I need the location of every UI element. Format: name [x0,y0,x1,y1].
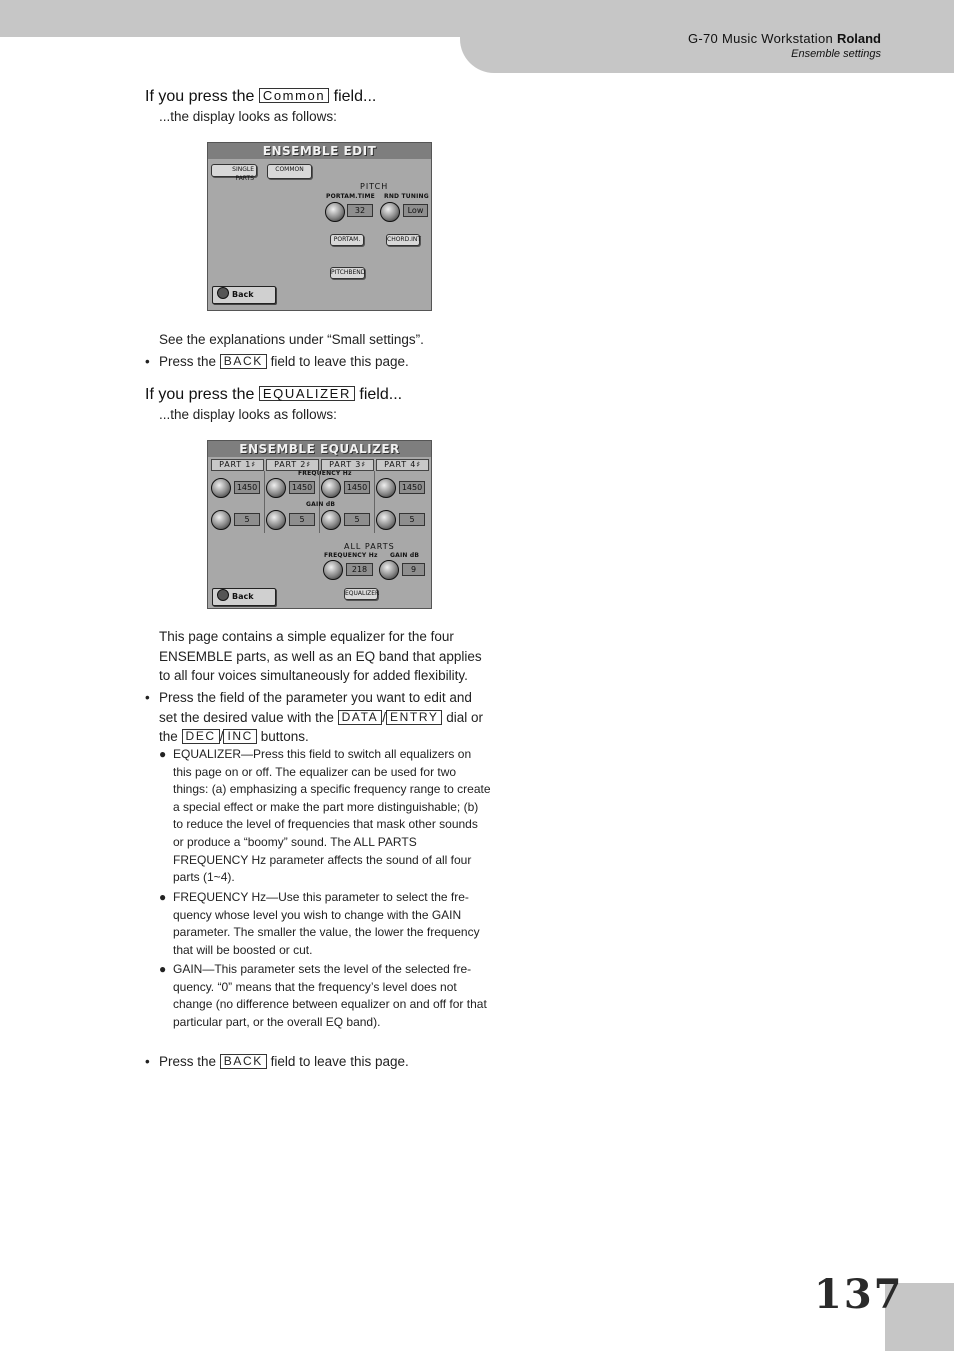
part-3-header[interactable]: PART 3♯ [321,459,374,471]
portam-time-label: PORTAM.TIME [326,193,375,200]
section1-bullet [145,352,485,372]
part-2-gain-value[interactable]: 5 [289,513,315,526]
chord-int-button[interactable]: CHORD.INT [386,234,420,246]
part-2-header[interactable]: PART 2♯ [266,459,319,471]
divider [374,471,375,533]
text: Press the field of the parameter you want to edit and set the desired value with the [159,690,472,725]
back-label: Back [232,592,254,601]
header-title [688,31,881,46]
term: GAIN [173,962,203,976]
part-3-frequency-knob[interactable] [321,478,341,498]
part-2-gain-knob[interactable] [266,510,286,530]
text: field to leave this page. [270,1054,409,1069]
header-tab [460,0,954,73]
back-button[interactable] [212,286,276,304]
heading-text: If you press the [145,88,255,105]
equalizer-description [159,746,489,886]
text: Press the [159,354,217,369]
key-common: Common [259,88,329,103]
screen-title: ENSEMBLE EQUALIZER [208,441,431,457]
part-3-gain-knob[interactable] [321,510,341,530]
screen-title: ENSEMBLE EDIT [208,143,431,159]
tab-single-parts[interactable]: SINGLE PARTS [211,164,257,177]
section2-intro: ...the display looks as follows: [159,407,337,422]
key-entry: ENTRY [386,710,442,725]
frequency-description [159,889,489,961]
section1-intro: ...the display looks as follows: [159,109,337,124]
portam-time-value[interactable]: 32 [347,204,373,217]
text: —Press this field to switch all equalizers on this page on or off. The equalizer can be used for two things: (a) emphasizing a specific frequency range to create a special effect or make the part more distinguishable; (b) to reduce the level of frequencies that mask other sounds or produce a “boomy” sound. The ALL PARTS FREQUENCY Hz parameter affects the sound of all four parts (1~4). [173,747,491,885]
heading-text: If you press the [145,386,255,403]
bullet-dot: ● [159,747,167,761]
bullet-dot: • [145,354,150,369]
part-4-frequency-knob[interactable] [376,478,396,498]
portam-time-knob[interactable] [325,202,345,222]
all-parts-label: ALL PARTS [344,542,395,551]
part-1-frequency-knob[interactable] [211,478,231,498]
part-2-frequency-knob[interactable] [266,478,286,498]
all-gain-label: GAIN dB [390,552,420,559]
bullet-dot: • [145,690,150,705]
back-label: Back [232,290,254,299]
text: / [382,709,387,725]
part-4-frequency-value[interactable]: 1450 [399,481,425,494]
equalizer-button[interactable]: EQUALIZER [344,588,378,600]
part-3-gain-value[interactable]: 5 [344,513,370,526]
bullet-text: Press the field of the parameter you want to edit and set the desired value with the DATA / ENTRY dial or the DEC / INC buttons. [159,690,484,744]
all-frequency-value[interactable]: 218 [346,563,373,576]
section1-note: See the explanations under “Small settings”. [159,332,424,347]
sub-text [173,889,491,959]
back-icon [217,589,229,601]
bullet-dot: ● [159,962,167,976]
key-back: BACK [220,354,267,369]
part-4-gain-knob[interactable] [376,510,396,530]
section2-bullet2 [145,1052,485,1072]
part-2-frequency-value[interactable]: 1450 [289,481,315,494]
bullet-text [159,352,499,372]
header-product: G-70 Music Workstation [687,31,834,46]
key-inc: INC [223,729,256,744]
key-data: DATA [338,710,383,725]
term: EQUALIZER [173,747,242,761]
ensemble-equalizer-screen [207,440,432,609]
pitchbend-button[interactable]: PITCHBEND [330,267,365,279]
part-3-frequency-value[interactable]: 1450 [344,481,370,494]
part-1-gain-knob[interactable] [211,510,231,530]
sub-text [173,961,491,1031]
all-gain-value[interactable]: 9 [402,563,425,576]
text: —Use this parameter to select the frequency whose level you wish to change with the GAIN parameter. The smaller the value, the lower the frequency that will be boosted or cut. [173,890,480,957]
all-frequency-knob[interactable] [323,560,343,580]
bullet-text [159,1052,499,1072]
heading-text: field... [333,88,377,105]
part-1-header[interactable]: PART 1♯ [211,459,264,471]
part-4-header[interactable]: PART 4♯ [376,459,429,471]
back-button[interactable] [212,588,276,606]
part-1-frequency-value[interactable]: 1450 [234,481,260,494]
divider [264,471,265,533]
frequency-label: FREQUENCY Hz [298,470,352,477]
ensemble-edit-screen [207,142,432,311]
bullet-dot: ● [159,890,167,904]
all-gain-knob[interactable] [379,560,399,580]
term: FREQUENCY Hz [173,890,267,904]
part-1-gain-value[interactable]: 5 [234,513,260,526]
header-section: Ensemble settings [791,48,881,60]
key-equalizer: EQUALIZER [259,386,355,401]
gain-description [159,961,489,1033]
text: buttons. [260,729,309,744]
rnd-tuning-label: RND TUNING [384,193,429,200]
section2-bullet1 [145,688,490,748]
gain-label: GAIN dB [306,501,336,508]
text: —This parameter sets the level of the selected frequency. “0” means that the frequency’s level does not change (no difference between equalizer on and off for that particular part, or the overall EQ band). [173,962,487,1029]
key-dec: DEC [182,729,220,744]
section2-paragraph: This page contains a simple equalizer for the four ENSEMBLE parts, as well as an EQ band that applies to all four voices simultaneously for added flexibility. [159,629,482,683]
all-frequency-label: FREQUENCY Hz [324,552,378,559]
header-brand: Roland [836,31,881,46]
back-icon [217,287,229,299]
portam-button[interactable]: PORTAM. [330,234,364,246]
pitch-group-label: PITCH [360,182,389,191]
text: Press the [159,1054,217,1069]
bullet-dot: • [145,1054,150,1069]
section2-heading [145,386,402,404]
part-4-gain-value[interactable]: 5 [399,513,425,526]
rnd-tuning-value[interactable]: Low [403,204,428,217]
heading-text: field... [359,386,403,403]
text: dial or the [159,709,484,744]
section1-heading [145,88,376,106]
page-number: 137 [814,1271,904,1318]
rnd-tuning-knob[interactable] [380,202,400,222]
tab-common[interactable]: COMMON [267,164,312,179]
key-back: BACK [220,1054,267,1069]
sub-text [173,746,491,887]
text: field to leave this page. [270,354,409,369]
